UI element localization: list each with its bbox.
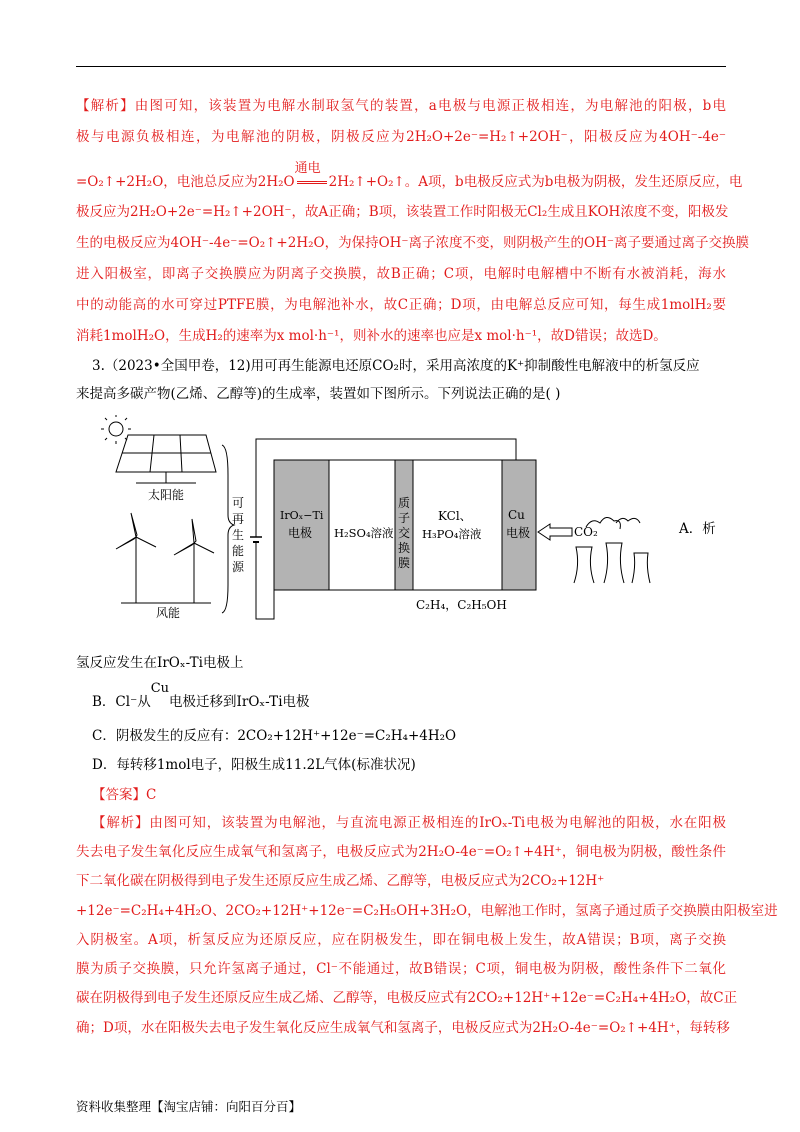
proton-exchange-membrane xyxy=(395,460,413,590)
analysis1-line4: 极反应为2H₂O+2e⁻=H₂↑+2OH⁻，故A正确；B项，该装置工作时阳极无Cl₂生成且KOH浓度不变，阳极发 xyxy=(76,204,729,220)
option-a-continued: 氢反应发生在IrOₓ-Ti电极上 xyxy=(76,655,244,671)
h3po4-solution-label: H₃PO₄溶液 xyxy=(422,527,482,541)
kcl-solution-label: KCl、 xyxy=(438,509,472,523)
svg-text:源: 源 xyxy=(232,560,245,574)
option-b: B．Cl⁻从Cu电极迁移到IrOₓ-Ti电极 xyxy=(92,681,310,710)
co2-label: CO₂ xyxy=(574,525,598,539)
svg-text:质: 质 xyxy=(398,496,411,510)
analysis1-line7: 中的动能高的水可穿过PTFE膜，为电解池补水，故C正确；D项，由电解总反应可知，每生成1molH₂要 xyxy=(76,297,726,313)
svg-text:生: 生 xyxy=(232,528,245,542)
option-d: D．每转移1mol电子，阳极生成11.2L气体(标准状况) xyxy=(92,757,416,773)
anode-electrode xyxy=(274,460,329,590)
header-rule xyxy=(76,66,726,67)
analysis1-line3-b: 2H₂↑+O₂↑。A项，b电极反应式为b电极为阴极，发生还原反应，电 xyxy=(328,174,743,190)
analysis2-line6: 膜为质子交换膜，只允许氢离子通过，Cl⁻不能通过，故B错误；C项，铜电极为阴极，酸性条件下二氧化 xyxy=(76,961,726,977)
answer: 【答案】C xyxy=(92,787,157,803)
electrolysis-diagram xyxy=(76,415,696,620)
svg-text:再: 再 xyxy=(232,512,245,526)
h2so4-solution-label: H₂SO₄溶液 xyxy=(334,526,394,540)
analysis2-line5: 入阴极室。A项，析氢反应为还原反应，应在阴极发生，即在铜电极上发生，故A错误；B项，离子交换 xyxy=(76,932,726,948)
cu-electrode xyxy=(502,460,536,590)
analysis1-line5: 生的电极反应为4OH⁻-4e⁻=O₂↑+2H₂O，为保持OH⁻离子浓度不变，则阴极产生的OH⁻离子要通过离子交换膜 xyxy=(76,235,750,251)
anode-label-electrode: 电极 xyxy=(288,526,313,540)
electrolysis-arrow xyxy=(294,161,329,192)
battery-symbol xyxy=(250,445,262,615)
analysis2-line3: 下二氧化碳在阴极得到电子发生还原反应生成乙烯、乙醇等，电极反应式为2CO₂+12H⁺ xyxy=(76,873,605,889)
svg-text:换: 换 xyxy=(398,541,411,555)
svg-text:交: 交 xyxy=(398,526,411,540)
solar-label: 太阳能 xyxy=(148,488,185,502)
products-label: C₂H₄，C₂H₅OH xyxy=(416,598,507,612)
wind-label: 风能 xyxy=(156,606,181,620)
analysis1-line3-a: =O₂↑+2H₂O，电池总反应为2H₂O xyxy=(76,174,295,190)
analysis2-line4: +12e⁻=C₂H₄+4H₂O、2CO₂+12H⁺+12e⁻=C₂H₅OH+3H₂O，电解池工作时，氢离子通过质子交换膜由阳极室进 xyxy=(76,903,778,919)
analysis1-line1: 【解析】由图可知，该装置为电解水制取氢气的装置，a电极与电源正极相连，为电解池的阳极，b电 xyxy=(76,98,726,114)
option-a-label: A．析 xyxy=(679,521,716,537)
svg-text:可: 可 xyxy=(232,496,245,510)
footer-source: 资料收集整理【淘宝店铺：向阳百分百】 xyxy=(76,1099,302,1114)
cu-label: Cu xyxy=(508,508,525,522)
membrane-label xyxy=(398,495,410,570)
analysis1-line2: 极与电源负极相连，为电解池的阴极，阴极反应为2H₂O+2e⁻=H₂↑+2OH⁻，阳极反应为4OH⁻-4e⁻ xyxy=(76,129,726,145)
svg-text:能: 能 xyxy=(232,544,245,558)
question3-line1: 3.（2023•全国甲卷，12)用可再生能源电还原CO₂时，采用高浓度的K⁺抑制酸性电解液中的析氢反应 xyxy=(92,358,700,374)
analysis2-line2: 失去电子发生氧化反应生成氧气和氢离子，电极反应式为2H₂O-4e⁻=O₂↑+4H⁺，铜电极为阴极，酸性条件 xyxy=(76,844,726,860)
cu-label-electrode: 电极 xyxy=(506,526,531,540)
svg-text:子: 子 xyxy=(398,511,411,525)
analysis2-line8: 确；D项，水在阳极失去电子发生氧化反应生成氧气和氢离子，电极反应式为2H₂O-4e⁻=O₂↑+4H⁺，每转移 xyxy=(76,1020,730,1036)
solar-panel-icon xyxy=(116,435,216,483)
anode-label: IrOₓ−Ti xyxy=(280,509,324,522)
co2-inlet-arrow xyxy=(538,524,572,540)
question3-line2: 来提高多碳产物(乙烯、乙醇等)的生成率，装置如下图所示。下列说法正确的是( ) xyxy=(76,386,561,402)
renewable-source-label xyxy=(232,496,245,574)
option-b-cu: Cu xyxy=(150,681,170,696)
analysis1-line3 xyxy=(76,161,743,192)
analysis1-line8: 消耗1molH₂O，生成H₂的速率为x mol·h⁻¹，则补水的速率也应是x mol·h⁻¹，故D错误；故选D。 xyxy=(76,328,667,344)
analysis1-line6: 进入阳极室，即离子交换膜应为阴离子交换膜，故B正确；C项，电解时电解槽中不断有水被消耗，海水 xyxy=(76,266,726,282)
analysis2-line7: 碳在阴极得到电子发生还原反应生成乙烯、乙醇等，电极反应式有2CO₂+12H⁺+12e⁻=C₂H₄+4H₂O，故C正 xyxy=(76,990,738,1006)
electrolysis-condition: 通电 xyxy=(294,161,321,176)
wind-turbine-icon xyxy=(116,513,214,603)
analysis2-line1: 【解析】由图可知，该装置为电解池，与直流电源正极相连的IrOₓ-Ti电极为电解池的阳极，水在阳极 xyxy=(92,815,726,831)
svg-text:膜: 膜 xyxy=(398,556,411,570)
option-c: C．阴极发生的反应有：2CO₂+12H⁺+12e⁻=C₂H₄+4H₂O xyxy=(92,728,457,744)
